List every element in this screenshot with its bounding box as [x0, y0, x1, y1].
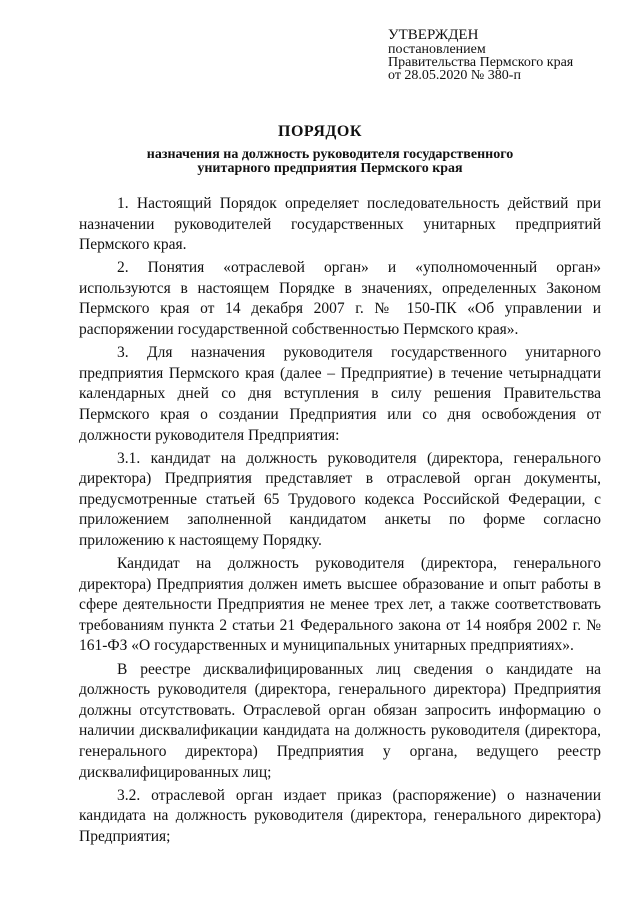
- paragraph-1: 1. Настоящий Порядок определяет последовательность действий при назначении руководителей государственных унитарных предприятий Пермского края.: [79, 195, 601, 254]
- document-title: ПОРЯДОК: [278, 123, 362, 140]
- document-body: [79, 194, 601, 847]
- approval-line-resolution: постановлением: [388, 42, 486, 57]
- document-subtitle-line-1: назначения на должность руководителя государственного: [146, 147, 514, 162]
- paragraph-candidate-requirements: Кандидат на должность руководителя (директора, генерального директора) Предприятия должен иметь высшее образование и опыт работы в сфере деятельности Предприятия не менее трех лет, а также соответствовать требованиям пункта 2 статьи 21 Федерального закона от 14 ноября 2002 г. № 161-ФЗ «О государственных и муниципальных унитарных предприятиях».: [79, 555, 601, 655]
- approval-line-government: Правительства Пермского края: [388, 55, 574, 70]
- approval-stamp: [388, 28, 628, 82]
- document-subtitle: [100, 148, 560, 176]
- paragraph-3-1: 3.1. кандидат на должность руководителя (директора, генерального директора) Предприятия представляет в отраслевой орган документы, предусмотренные статьей 65 Трудового кодекса Российской Федерации, с приложением заполненной кандидатом анкеты по форме согласно приложению к настоящему Порядку.: [79, 449, 601, 549]
- paragraph-3-2: 3.2. отраслевой орган издает приказ (распоряжение) о назначении кандидата на должность руководителя (директора, генерального директора) Предприятия;: [79, 786, 601, 845]
- paragraph-2: 2. Понятия «отраслевой орган» и «уполномоченный орган» используются в настоящем Порядке в значениях, определенных Законом Пермского края от 14 декабря 2007 г. № 150-ПК «Об управлении и распоряжении государственной собственностью Пермского края».: [79, 259, 601, 339]
- paragraph-3: 3. Для назначения руководителя государственного унитарного предприятия Пермского края (далее – Предприятие) в течение четырнадцати календарных дней со дня вступления в силу решения Правительства Пермского края о создании Предприятия или со дня освобождения от должности руководителя Предприятия:: [79, 344, 601, 444]
- document-subtitle-line-2: унитарного предприятия Пермского края: [197, 161, 463, 176]
- paragraph-disqualification-registry: В реестре дисквалифицированных лиц сведения о кандидате на должность руководителя (директора, генерального директора) Предприятия должны отсутствовать. Отраслевой орган обязан запросить информацию о наличии дисквалификации кандидата на должность руководителя (директора, генерального директора) Предприятия у органа, ведущего реестр дисквалифицированных лиц;: [79, 660, 601, 781]
- approval-line-date-number: от 28.05.2020 № 380-п: [388, 68, 521, 83]
- approval-title: УТВЕРЖДЕН: [388, 27, 479, 43]
